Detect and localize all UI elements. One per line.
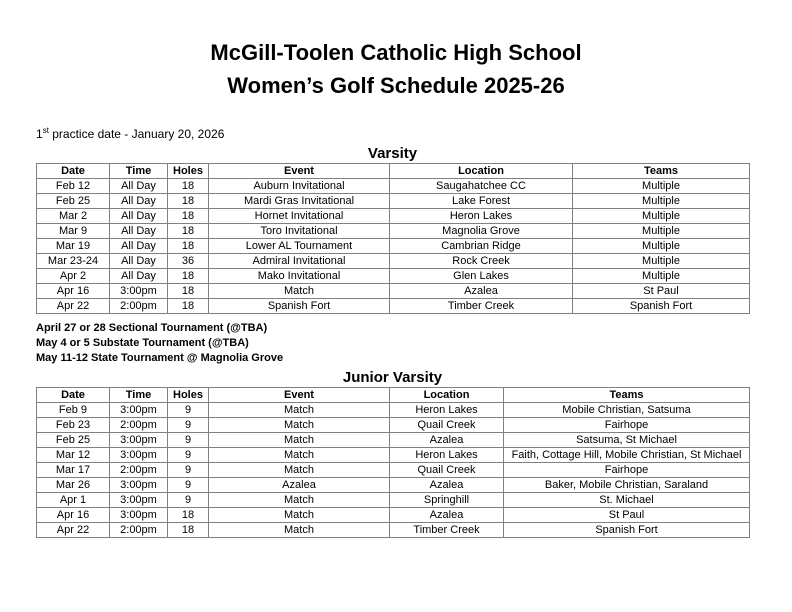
tournament-line: May 11-12 State Tournament @ Magnolia Grove: [36, 352, 284, 364]
cell-time: All Day: [110, 269, 168, 284]
column-header-date: Date: [37, 388, 110, 403]
jv-schedule-table: [36, 387, 750, 538]
cell-date: Apr 22: [37, 299, 110, 314]
cell-teams: Multiple: [573, 269, 750, 284]
cell-teams: Satsuma, St Michael: [504, 433, 750, 448]
cell-date: Apr 16: [37, 284, 110, 299]
cell-location: Azalea: [390, 478, 504, 493]
cell-time: 2:00pm: [110, 299, 168, 314]
cell-location: Timber Creek: [390, 299, 573, 314]
cell-location: Heron Lakes: [390, 403, 504, 418]
cell-date: Feb 12: [37, 179, 110, 194]
cell-time: 3:00pm: [110, 403, 168, 418]
table-row: [37, 403, 750, 418]
practice-date-note: [36, 126, 224, 141]
table-row: [37, 463, 750, 478]
cell-teams: Mobile Christian, Satsuma: [504, 403, 750, 418]
cell-event: Mako Invitational: [209, 269, 390, 284]
cell-location: Lake Forest: [390, 194, 573, 209]
cell-event: Match: [209, 463, 390, 478]
table-row: [37, 523, 750, 538]
cell-location: Magnolia Grove: [390, 224, 573, 239]
practice-ordinal-suffix: st: [42, 126, 49, 135]
cell-holes: 36: [168, 254, 209, 269]
cell-date: Mar 26: [37, 478, 110, 493]
table-row: [37, 209, 750, 224]
table-row: [37, 418, 750, 433]
table-row: [37, 239, 750, 254]
column-header-holes: Holes: [168, 388, 209, 403]
column-header-date: Date: [37, 164, 110, 179]
cell-time: 2:00pm: [110, 463, 168, 478]
cell-holes: 18: [168, 224, 209, 239]
cell-date: Feb 23: [37, 418, 110, 433]
cell-teams: Spanish Fort: [504, 523, 750, 538]
cell-event: Mardi Gras Invitational: [209, 194, 390, 209]
cell-event: Toro Invitational: [209, 224, 390, 239]
table-row: [37, 269, 750, 284]
cell-teams: Fairhope: [504, 418, 750, 433]
column-header-holes: Holes: [168, 164, 209, 179]
cell-event: Azalea: [209, 478, 390, 493]
cell-date: Apr 2: [37, 269, 110, 284]
practice-date-text: practice date - January 20, 2026: [48, 127, 225, 141]
cell-time: 2:00pm: [110, 523, 168, 538]
cell-date: Mar 19: [37, 239, 110, 254]
varsity-header-row: [37, 164, 750, 179]
cell-event: Auburn Invitational: [209, 179, 390, 194]
cell-teams: Multiple: [573, 224, 750, 239]
table-row: [37, 254, 750, 269]
cell-event: Match: [209, 403, 390, 418]
table-row: [37, 433, 750, 448]
table-row: [37, 448, 750, 463]
cell-location: Azalea: [390, 284, 573, 299]
cell-date: Apr 22: [37, 523, 110, 538]
cell-event: Match: [209, 448, 390, 463]
cell-event: Match: [209, 523, 390, 538]
jv-heading: Junior Varsity: [342, 369, 443, 386]
table-row: [37, 224, 750, 239]
cell-time: 3:00pm: [110, 508, 168, 523]
cell-date: Mar 9: [37, 224, 110, 239]
table-row: [37, 478, 750, 493]
column-header-event: Event: [209, 164, 390, 179]
cell-time: All Day: [110, 224, 168, 239]
cell-teams: Faith, Cottage Hill, Mobile Christian, St Michael: [504, 448, 750, 463]
cell-holes: 9: [168, 493, 209, 508]
cell-time: All Day: [110, 179, 168, 194]
cell-location: Azalea: [390, 508, 504, 523]
cell-location: Heron Lakes: [390, 448, 504, 463]
cell-holes: 18: [168, 523, 209, 538]
cell-holes: 18: [168, 179, 209, 194]
cell-event: Match: [209, 433, 390, 448]
cell-holes: 9: [168, 418, 209, 433]
cell-time: 3:00pm: [110, 284, 168, 299]
cell-location: Saugahatchee CC: [390, 179, 573, 194]
cell-location: Quail Creek: [390, 463, 504, 478]
jv-header-row: [37, 388, 750, 403]
cell-event: Match: [209, 284, 390, 299]
cell-date: Apr 16: [37, 508, 110, 523]
cell-teams: Multiple: [573, 209, 750, 224]
cell-teams: Multiple: [573, 179, 750, 194]
tournament-line: May 4 or 5 Substate Tournament (@TBA): [36, 337, 249, 349]
cell-event: Admiral Invitational: [209, 254, 390, 269]
cell-holes: 18: [168, 239, 209, 254]
cell-teams: Multiple: [573, 239, 750, 254]
column-header-location: Location: [390, 164, 573, 179]
cell-time: 3:00pm: [110, 448, 168, 463]
cell-location: Timber Creek: [390, 523, 504, 538]
column-header-location: Location: [390, 388, 504, 403]
cell-holes: 18: [168, 299, 209, 314]
cell-time: 3:00pm: [110, 493, 168, 508]
cell-time: 2:00pm: [110, 418, 168, 433]
tournament-line: April 27 or 28 Sectional Tournament (@TBA): [36, 322, 268, 334]
table-row: [37, 299, 750, 314]
cell-location: Springhill: [390, 493, 504, 508]
cell-time: All Day: [110, 254, 168, 269]
cell-teams: St. Michael: [504, 493, 750, 508]
cell-holes: 18: [168, 194, 209, 209]
cell-date: Feb 25: [37, 194, 110, 209]
cell-teams: Multiple: [573, 194, 750, 209]
cell-event: Match: [209, 418, 390, 433]
page-subtitle: Women’s Golf Schedule 2025-26: [227, 73, 565, 98]
table-row: [37, 284, 750, 299]
table-row: [37, 194, 750, 209]
cell-event: Match: [209, 508, 390, 523]
cell-location: Heron Lakes: [390, 209, 573, 224]
cell-event: Match: [209, 493, 390, 508]
cell-event: Hornet Invitational: [209, 209, 390, 224]
cell-time: 3:00pm: [110, 433, 168, 448]
practice-ordinal: 1: [36, 127, 43, 141]
cell-date: Apr 1: [37, 493, 110, 508]
cell-time: All Day: [110, 209, 168, 224]
cell-teams: St Paul: [573, 284, 750, 299]
cell-location: Rock Creek: [390, 254, 573, 269]
cell-date: Mar 12: [37, 448, 110, 463]
cell-date: Feb 9: [37, 403, 110, 418]
table-row: [37, 508, 750, 523]
cell-holes: 9: [168, 403, 209, 418]
page-title: McGill-Toolen Catholic High School: [210, 40, 582, 65]
table-row: [37, 493, 750, 508]
varsity-heading: Varsity: [367, 145, 418, 162]
cell-teams: Fairhope: [504, 463, 750, 478]
cell-holes: 18: [168, 209, 209, 224]
cell-date: Mar 17: [37, 463, 110, 478]
column-header-time: Time: [110, 388, 168, 403]
cell-holes: 9: [168, 463, 209, 478]
cell-holes: 9: [168, 448, 209, 463]
cell-date: Mar 23-24: [37, 254, 110, 269]
jv-body: [37, 403, 750, 538]
column-header-event: Event: [209, 388, 390, 403]
cell-location: Azalea: [390, 433, 504, 448]
cell-date: Feb 25: [37, 433, 110, 448]
cell-event: Lower AL Tournament: [209, 239, 390, 254]
varsity-schedule-table: [36, 163, 750, 314]
column-header-time: Time: [110, 164, 168, 179]
cell-time: 3:00pm: [110, 478, 168, 493]
cell-teams: Multiple: [573, 254, 750, 269]
cell-location: Quail Creek: [390, 418, 504, 433]
table-row: [37, 179, 750, 194]
cell-teams: St Paul: [504, 508, 750, 523]
cell-holes: 18: [168, 284, 209, 299]
cell-holes: 9: [168, 433, 209, 448]
cell-time: All Day: [110, 239, 168, 254]
cell-event: Spanish Fort: [209, 299, 390, 314]
cell-time: All Day: [110, 194, 168, 209]
cell-location: Cambrian Ridge: [390, 239, 573, 254]
cell-teams: Baker, Mobile Christian, Saraland: [504, 478, 750, 493]
cell-date: Mar 2: [37, 209, 110, 224]
cell-teams: Spanish Fort: [573, 299, 750, 314]
cell-holes: 18: [168, 508, 209, 523]
column-header-teams: Teams: [504, 388, 750, 403]
cell-holes: 9: [168, 478, 209, 493]
tournament-list: [36, 321, 283, 366]
column-header-teams: Teams: [573, 164, 750, 179]
varsity-body: [37, 179, 750, 314]
cell-location: Glen Lakes: [390, 269, 573, 284]
cell-holes: 18: [168, 269, 209, 284]
